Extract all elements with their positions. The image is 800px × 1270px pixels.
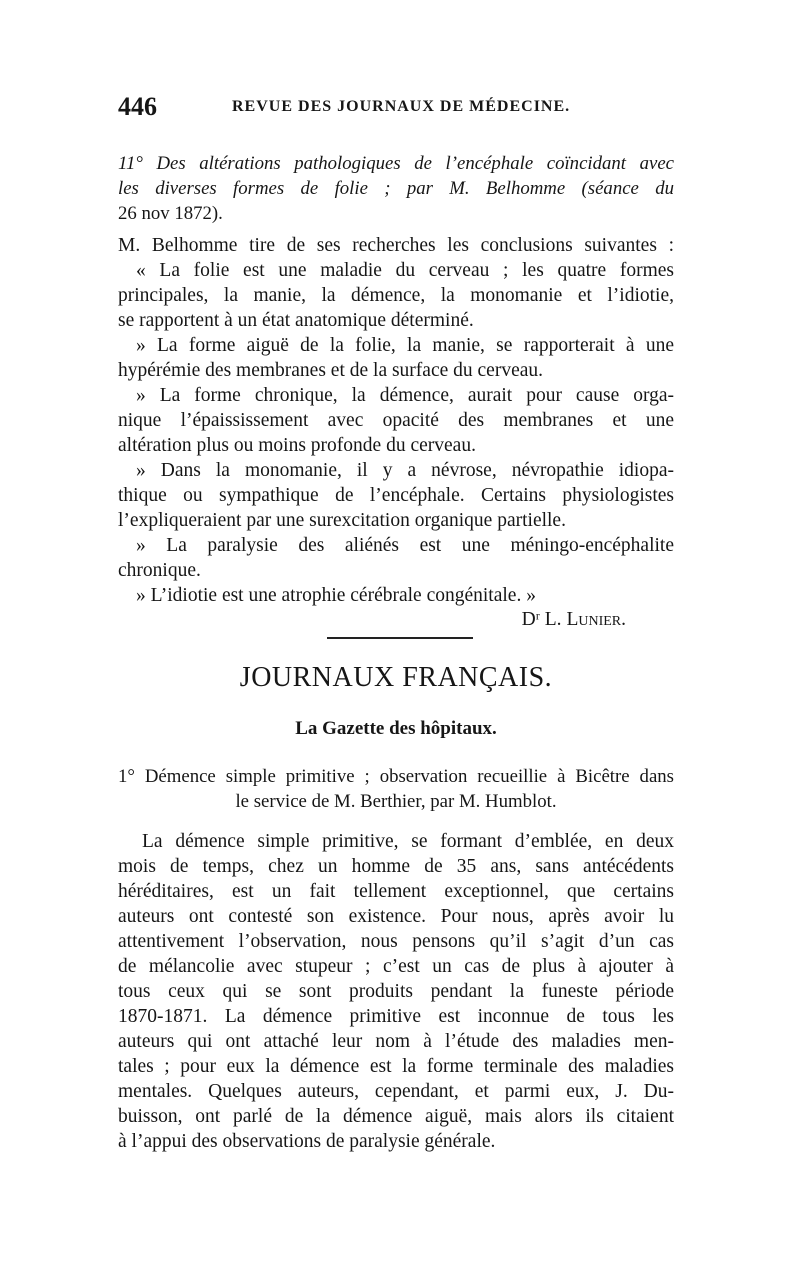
article1-line: l’expliqueraient par une surexcitation organique partielle. <box>118 510 566 531</box>
article2-line: tous ceux qui se sont produits pendant la funeste période <box>118 981 674 1002</box>
article2-line: La démence simple primitive, se formant d’emblée, en deux <box>142 831 674 852</box>
article1-line: hypérémie des membranes et de la surface du cerveau. <box>118 360 544 381</box>
running-title: REVUE DES JOURNAUX DE MÉDECINE. <box>232 98 571 115</box>
journal-title: La Gazette des hôpitaux. <box>295 718 497 739</box>
article2-line: tales ; pour eux la démence est la forme terminale des maladies <box>118 1056 674 1077</box>
article2-title-line-2: le service de M. Berthier, par M. Humblot. <box>235 791 557 812</box>
article2-line: attentivement l’observation, nous pensons qu’il s’agit d’un cas <box>118 931 674 952</box>
running-header <box>118 92 678 122</box>
article2-line: mois de temps, chez un homme de 35 ans, sans antécédents <box>118 856 674 877</box>
section-divider <box>327 637 473 639</box>
article2-line: de mélancolie avec stupeur ; c’est un cas de plus à ajouter à <box>118 956 674 977</box>
article1-signature <box>118 608 626 632</box>
page-number: 446 <box>118 92 157 121</box>
article1-line: thique ou sympathique de l’encéphale. Certains physiologistes <box>118 485 674 506</box>
article2-line: auteurs qui ont attaché leur nom à l’étude des maladies men- <box>118 1031 674 1052</box>
article1-title-line-2: les diverses formes de folie ; par M. Belhomme (séance du <box>118 178 674 199</box>
article1-line: se rapportent à un état anatomique déterminé. <box>118 310 474 331</box>
signature-name: Lunier. <box>566 609 626 630</box>
article1-line: principales, la manie, la démence, la monomanie et l’idiotie, <box>118 285 674 306</box>
section-title: JOURNAUX FRANÇAIS. <box>239 662 553 693</box>
article1-line: altération plus ou moins profonde du cerveau. <box>118 435 476 456</box>
article2-title-line-1: 1° Démence simple primitive ; observation recueillie à Bicêtre dans <box>118 766 674 787</box>
article1-line: » L’idiotie est une atrophie cérébrale congénitale. » <box>136 585 536 606</box>
article1-line: M. Belhomme tire de ses recherches les conclusions suivantes : <box>118 235 674 256</box>
article1-line: chronique. <box>118 560 201 581</box>
article2-line: buisson, ont parlé de la démence aiguë, mais alors ils citaient <box>118 1106 674 1127</box>
article1-line: « La folie est une maladie du cerveau ; les quatre formes <box>136 260 674 281</box>
article1-title-line-1: 11° Des altérations pathologiques de l’encéphale coïncidant avec <box>118 153 674 174</box>
article1-line: » Dans la monomanie, il y a névrose, névropathie idiopa- <box>136 460 674 481</box>
article1-line: nique l’épaississement avec opacité des membranes et une <box>118 410 674 431</box>
article2-line: mentales. Quelques auteurs, cependant, et parmi eux, J. Du- <box>118 1081 674 1102</box>
article2-line: 1870-1871. La démence primitive est inconnue de tous les <box>118 1006 674 1027</box>
article2-line: à l’appui des observations de paralysie générale. <box>118 1131 496 1152</box>
article1-line: » La forme aiguë de la folie, la manie, se rapporterait à une <box>136 335 674 356</box>
article1-line: » La forme chronique, la démence, aurait pour cause orga- <box>136 385 674 406</box>
signature-prefix: Dʳ L. <box>521 609 562 630</box>
article1-line: » La paralysie des aliénés est une méningo-encéphalite <box>136 535 674 556</box>
article2-line: auteurs ont contesté son existence. Pour nous, après avoir lu <box>118 906 674 927</box>
article1-title-line-3: 26 nov 1872). <box>118 203 223 224</box>
article2-line: héréditaires, est un fait tellement exceptionnel, que certains <box>118 881 674 902</box>
